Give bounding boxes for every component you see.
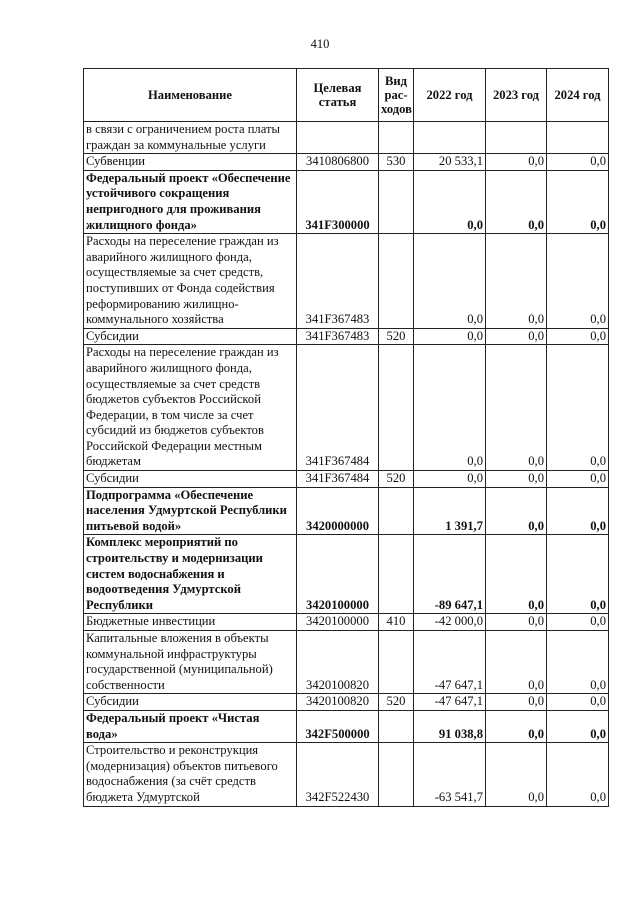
row-2023: 0,0 (486, 710, 547, 742)
row-2022: 0,0 (414, 328, 486, 345)
row-target: 341F367484 (297, 471, 379, 488)
row-name: Комплекс мероприятий по строительству и модернизации систем водоснабжения и водоотведения Удмуртской Республики (84, 535, 297, 614)
row-kind (379, 535, 414, 614)
row-2023: 0,0 (486, 743, 547, 806)
header-2024: 2024 год (547, 69, 609, 122)
row-2022: 0,0 (414, 471, 486, 488)
header-2022: 2022 год (414, 69, 486, 122)
row-2022: 91 038,8 (414, 710, 486, 742)
row-name: Капитальные вложения в объекты коммунальной инфраструктуры государственной (муниципальной) собственности (84, 631, 297, 694)
row-2024: 0,0 (547, 710, 609, 742)
row-name: Субсидии (84, 328, 297, 345)
row-2023: 0,0 (486, 345, 547, 471)
row-name: Субсидии (84, 694, 297, 711)
row-kind (379, 487, 414, 535)
row-2023: 0,0 (486, 170, 547, 233)
row-target: 3420100820 (297, 694, 379, 711)
row-target: 341F367484 (297, 345, 379, 471)
table-row (84, 122, 609, 154)
row-2022 (414, 122, 486, 154)
header-2023: 2023 год (486, 69, 547, 122)
row-target: 3420100000 (297, 614, 379, 631)
row-target: 342F522430 (297, 743, 379, 806)
table-row (84, 471, 609, 488)
header-row (84, 69, 609, 122)
row-target: 3420000000 (297, 487, 379, 535)
row-kind (379, 170, 414, 233)
row-name: Строительство и реконструкция (модернизация) объектов питьевого водоснабжения (за счёт средств бюджета Удмуртской (84, 743, 297, 806)
row-2022: 0,0 (414, 170, 486, 233)
row-2022: -42 000,0 (414, 614, 486, 631)
table-row (84, 710, 609, 742)
row-2024: 0,0 (547, 345, 609, 471)
row-kind (379, 710, 414, 742)
budget-table (83, 68, 609, 807)
row-2024: 0,0 (547, 487, 609, 535)
row-2022: -47 647,1 (414, 631, 486, 694)
row-kind: 530 (379, 154, 414, 171)
table-row (84, 743, 609, 806)
row-kind: 410 (379, 614, 414, 631)
row-2024: 0,0 (547, 471, 609, 488)
header-target: Целевая статья (297, 69, 379, 122)
row-2023: 0,0 (486, 328, 547, 345)
row-2023: 0,0 (486, 234, 547, 329)
table-row (84, 614, 609, 631)
row-target: 3410806800 (297, 154, 379, 171)
row-2024: 0,0 (547, 535, 609, 614)
row-2022: -47 647,1 (414, 694, 486, 711)
table-row (84, 694, 609, 711)
table-row (84, 345, 609, 471)
row-2024 (547, 122, 609, 154)
row-target: 341F300000 (297, 170, 379, 233)
row-name: Подпрограмма «Обеспечение населения Удмуртской Республики питьевой водой» (84, 487, 297, 535)
row-name: Субвенции (84, 154, 297, 171)
row-name: Федеральный проект «Чистая вода» (84, 710, 297, 742)
row-2024: 0,0 (547, 154, 609, 171)
row-name: Бюджетные инвестиции (84, 614, 297, 631)
row-kind (379, 631, 414, 694)
row-2023 (486, 122, 547, 154)
row-2022: -89 647,1 (414, 535, 486, 614)
row-name: в связи с ограничением роста платы граждан за коммунальные услуги (84, 122, 297, 154)
row-target: 342F500000 (297, 710, 379, 742)
table-row (84, 328, 609, 345)
row-2024: 0,0 (547, 614, 609, 631)
row-2022: 0,0 (414, 345, 486, 471)
row-2024: 0,0 (547, 170, 609, 233)
row-target: 341F367483 (297, 234, 379, 329)
row-2022: 20 533,1 (414, 154, 486, 171)
row-name: Расходы на переселение граждан из аварийного жилищного фонда, осуществляемые за счет средств, поступивших от Фонда содействия реформированию жилищно-коммунального хозяйства (84, 234, 297, 329)
table-row (84, 170, 609, 233)
row-2023: 0,0 (486, 614, 547, 631)
row-kind (379, 345, 414, 471)
row-2022: 1 391,7 (414, 487, 486, 535)
row-2023: 0,0 (486, 471, 547, 488)
row-2023: 0,0 (486, 535, 547, 614)
row-kind: 520 (379, 328, 414, 345)
row-kind (379, 122, 414, 154)
table-row (84, 487, 609, 535)
table-row (84, 535, 609, 614)
row-name: Субсидии (84, 471, 297, 488)
row-2023: 0,0 (486, 487, 547, 535)
row-2022: -63 541,7 (414, 743, 486, 806)
row-name: Федеральный проект «Обеспечение устойчивого сокращения непригодного для проживания жилищного фонда» (84, 170, 297, 233)
table-row (84, 234, 609, 329)
header-name: Наименование (84, 69, 297, 122)
row-kind (379, 234, 414, 329)
row-target: 341F367483 (297, 328, 379, 345)
row-target: 3420100820 (297, 631, 379, 694)
row-target: 3420100000 (297, 535, 379, 614)
row-target (297, 122, 379, 154)
table-row (84, 154, 609, 171)
row-name: Расходы на переселение граждан из аварийного жилищного фонда, осуществляемые за счет средств бюджетов субъектов Российской Федерации, в том числе за счет субсидий из бюджетов субъектов Российской Федерации местным бюджетам (84, 345, 297, 471)
row-2022: 0,0 (414, 234, 486, 329)
row-kind: 520 (379, 694, 414, 711)
page-number: 410 (310, 37, 330, 51)
row-2024: 0,0 (547, 234, 609, 329)
row-2023: 0,0 (486, 694, 547, 711)
row-2023: 0,0 (486, 154, 547, 171)
row-2024: 0,0 (547, 694, 609, 711)
row-2024: 0,0 (547, 328, 609, 345)
row-2024: 0,0 (547, 743, 609, 806)
table-row (84, 631, 609, 694)
row-kind: 520 (379, 471, 414, 488)
row-2023: 0,0 (486, 631, 547, 694)
row-kind (379, 743, 414, 806)
header-kind: Вид рас-ходов (379, 69, 414, 122)
row-2024: 0,0 (547, 631, 609, 694)
